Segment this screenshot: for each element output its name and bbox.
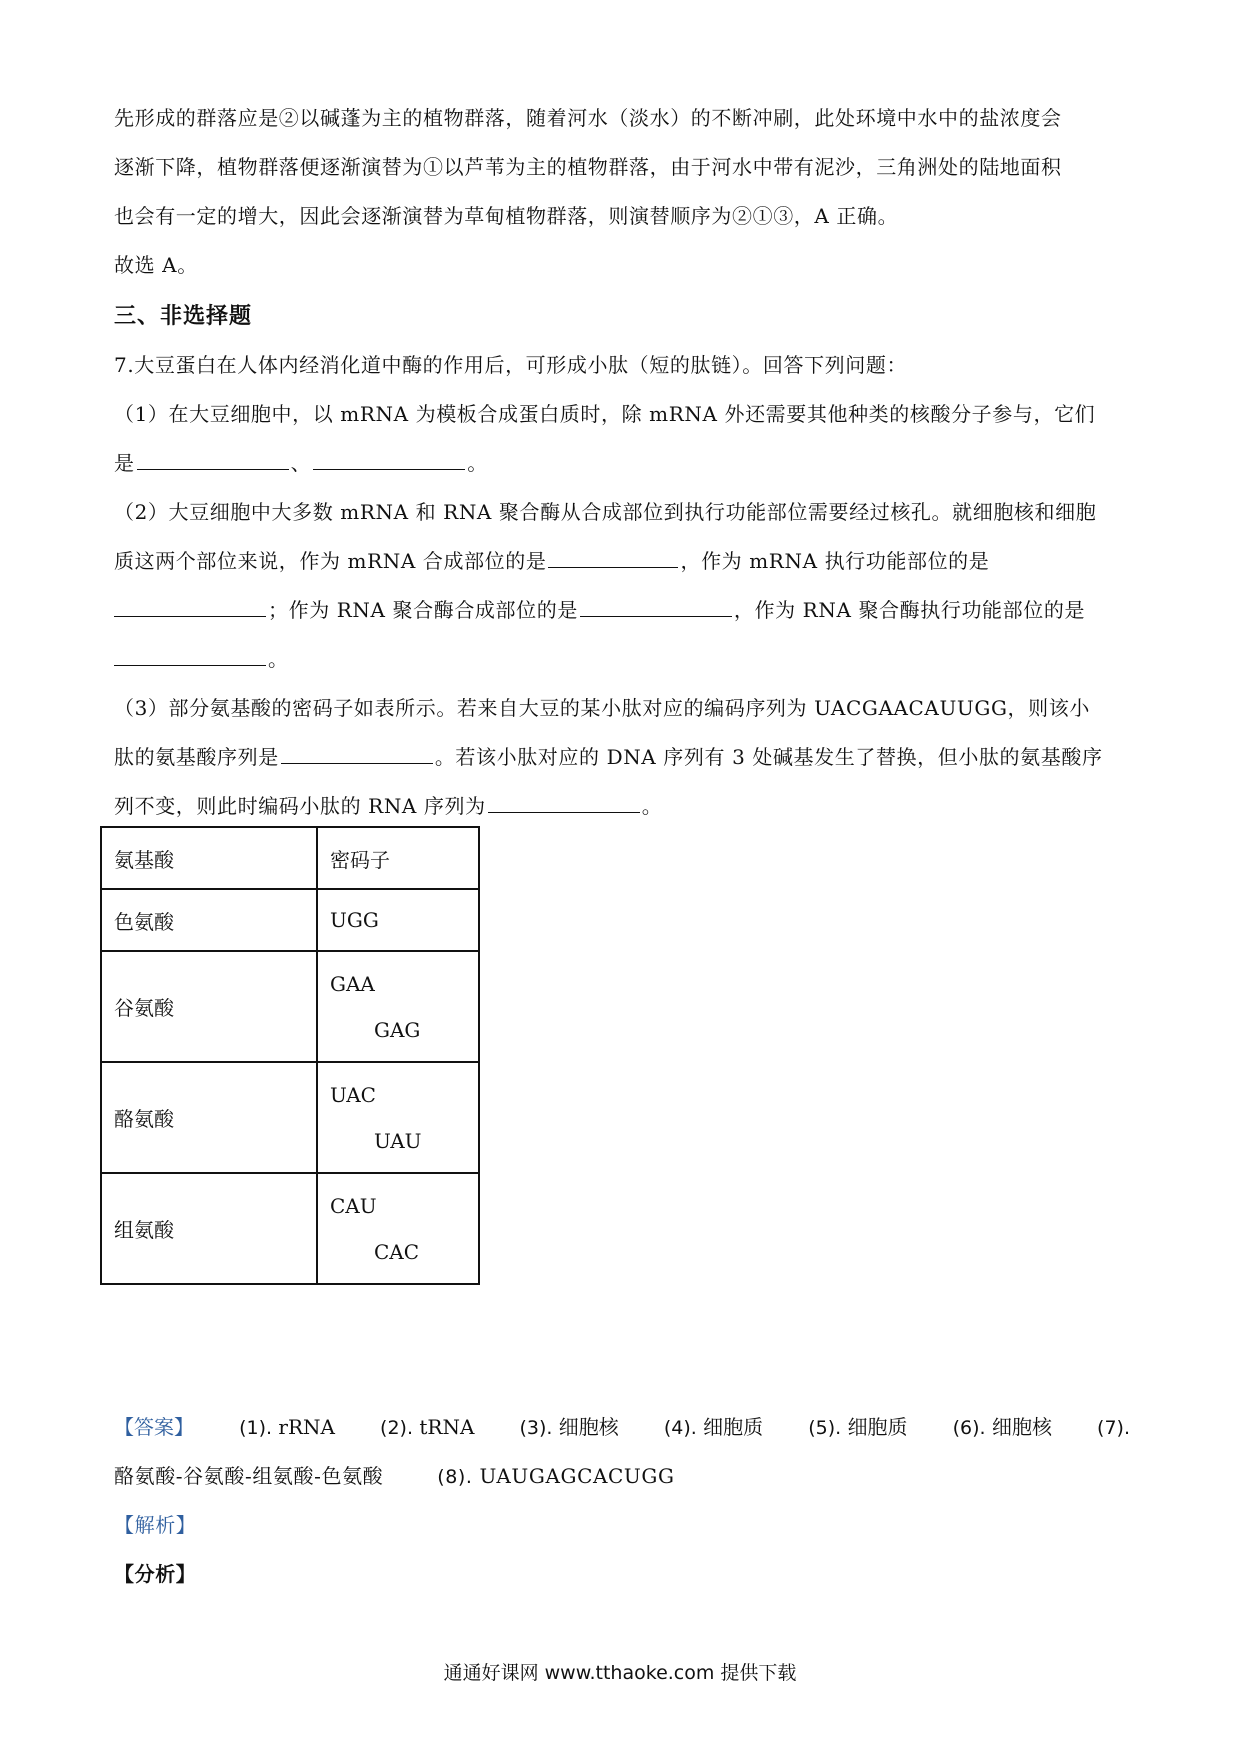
part1-line1: （1）在大豆细胞中，以 mRNA 为模板合成蛋白质时，除 mRNA 外还需要其他种类的核酸分子参与，它们: [114, 402, 1096, 426]
page-footer: 通通好课网 www.tthaoke.com 提供下载: [443, 1662, 797, 1684]
codon-value: CAU: [330, 1193, 377, 1218]
table-row: [101, 1173, 479, 1284]
amino-acid-cell: 组氨酸: [101, 1173, 317, 1284]
table-row: [101, 889, 479, 951]
codon-value: CAC: [374, 1239, 420, 1264]
analysis-label: 【解析】: [114, 1513, 197, 1537]
part2-text-d: ，作为 RNA 聚合酶执行功能部位的是: [733, 598, 1086, 622]
header-amino-acid: 氨基酸: [101, 827, 317, 889]
intro-line-4: 故选 A。: [114, 253, 198, 277]
answer-blank-1[interactable]: [137, 449, 289, 470]
codon-value: UAU: [374, 1128, 422, 1153]
answer-label: 【答案】: [114, 1415, 194, 1439]
table-row: [101, 951, 479, 1062]
part2-line3: [114, 596, 1085, 624]
amino-acid-cell: 谷氨酸: [101, 951, 317, 1062]
codon-cell: [317, 889, 479, 951]
intro-line-2: 逐渐下降，植物群落便逐渐演替为①以芦苇为主的植物群落，由于河水中带有泥沙，三角洲处的陆地面积: [114, 155, 1062, 179]
codon-cell: [317, 951, 479, 1062]
part3-end: 。: [641, 794, 663, 818]
amino-acid-cell: 酪氨酸: [101, 1062, 317, 1173]
question-stem: 7.大豆蛋白在人体内经消化道中酶的作用后，可形成小肽（短的肽链）。回答下列问题：: [114, 353, 908, 377]
answer-item-6: (6). 细胞核: [952, 1415, 1052, 1439]
part3-text-a: 肽的氨基酸序列是: [114, 745, 279, 769]
amino-acid-cell: 色氨酸: [101, 889, 317, 951]
answer-item-8-text: UAUGAGCACUGG: [479, 1464, 675, 1488]
answer-blank-3[interactable]: [548, 547, 678, 568]
answer-row: [114, 1413, 1130, 1442]
answer-item-7-text: 酪氨酸-谷氨酸-组氨酸-色氨酸: [114, 1464, 384, 1488]
part3-line1: （3）部分氨基酸的密码子如表所示。若来自大豆的某小肽对应的编码序列为 UACGAACAUUGG，则该小: [114, 696, 1090, 720]
answer-blank-2[interactable]: [313, 449, 465, 470]
part1-end: 。: [467, 451, 488, 475]
codon-cell: [317, 1173, 479, 1284]
codon-value: UGG: [330, 908, 379, 932]
table-row: [101, 1062, 479, 1173]
answer-item-2: (2). tRNA: [380, 1415, 475, 1439]
answer-item-5: (5). 细胞质: [808, 1415, 908, 1439]
answer-item-3: (3). 细胞核: [519, 1415, 619, 1439]
intro-line-3: 也会有一定的增大，因此会逐渐演替为草甸植物群落，则演替顺序为②①③，A 正确。: [114, 204, 899, 228]
intro-line-1: 先形成的群落应是②以碱蓬为主的植物群落，随着河水（淡水）的不断冲刷，此处环境中水中的盐浓度会: [114, 106, 1062, 130]
table-header-row: [101, 827, 479, 889]
part3-line3: [114, 792, 662, 820]
part2-end: 。: [268, 647, 289, 671]
part3-text-c: 列不变，则此时编码小肽的 RNA 序列为: [114, 794, 486, 818]
answer-blank-7[interactable]: [281, 743, 433, 764]
fenxi-label: 【分析】: [114, 1562, 197, 1586]
part2-line4: [114, 645, 289, 673]
answer-item-8-num: (8).: [437, 1466, 473, 1488]
part1-prefix: 是: [114, 451, 135, 475]
part1-separator: 、: [290, 451, 312, 475]
codon-table: [100, 826, 480, 1285]
part2-text-a: 质这两个部位来说，作为 mRNA 合成部位的是: [114, 549, 547, 573]
answer-blank-6[interactable]: [114, 645, 266, 666]
codon-value: UAC: [330, 1082, 376, 1107]
answer-blank-5[interactable]: [580, 596, 732, 617]
answer-item-4: (4). 细胞质: [663, 1415, 764, 1439]
answer-blank-8[interactable]: [488, 792, 640, 813]
part2-text-c: ；作为 RNA 聚合酶合成部位的是: [268, 598, 578, 622]
section-heading: 三、非选择题: [114, 304, 253, 329]
part2-line2: [114, 547, 989, 575]
part2-text-b: ，作为 mRNA 执行功能部位的是: [680, 549, 990, 573]
part2-line1: （2）大豆细胞中大多数 mRNA 和 RNA 聚合酶从合成部位到执行功能部位需要经过核孔。就细胞核和细胞: [114, 500, 1097, 524]
header-codon: 密码子: [317, 827, 479, 889]
part3-line2: [114, 743, 1103, 771]
answer-item-7-num: (7).: [1097, 1417, 1130, 1439]
codon-value: GAG: [374, 1017, 421, 1042]
answer-row-2: [114, 1462, 675, 1491]
codon-value: GAA: [330, 971, 375, 996]
part1-line2: [114, 449, 488, 477]
answer-blank-4[interactable]: [114, 596, 266, 617]
part3-text-b: 。若该小肽对应的 DNA 序列有 3 处碱基发生了替换，但小肽的氨基酸序: [434, 745, 1103, 769]
codon-cell: [317, 1062, 479, 1173]
answer-item-1: (1). rRNA: [239, 1415, 335, 1439]
